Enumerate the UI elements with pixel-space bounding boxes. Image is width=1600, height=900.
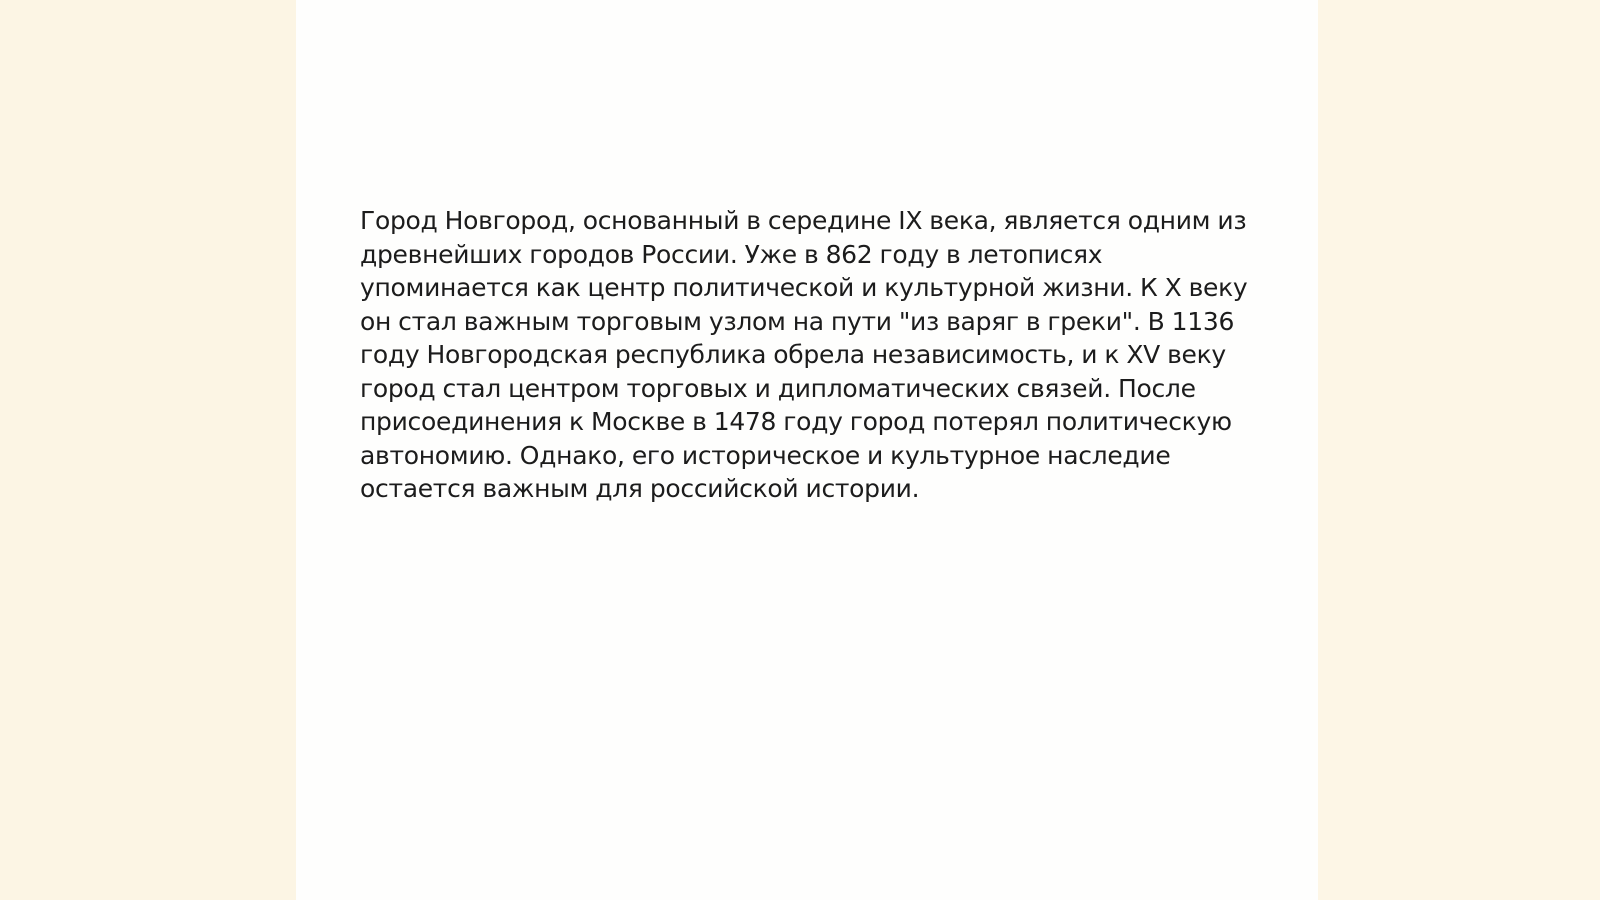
right-margin-background bbox=[1318, 0, 1600, 900]
document-paragraph: Город Новгород, основанный в середине IX века, является одним из древнейших городов России. Уже в 862 году в летописях упоминается как центр политической и культурной жизни. К X веку он стал важным торговым узлом на пути "из варяг в греки". В 1136 году Новгородская республика обрела независимость, и к XV веку город стал центром торговых и дипломатических связей. После присоединения к Москве в 1478 году город потерял политическую автономию. Однако, его историческое и культурное наследие остается важным для российской истории. bbox=[360, 206, 1248, 503]
left-margin-background bbox=[0, 0, 296, 900]
document-page bbox=[296, 0, 1318, 900]
